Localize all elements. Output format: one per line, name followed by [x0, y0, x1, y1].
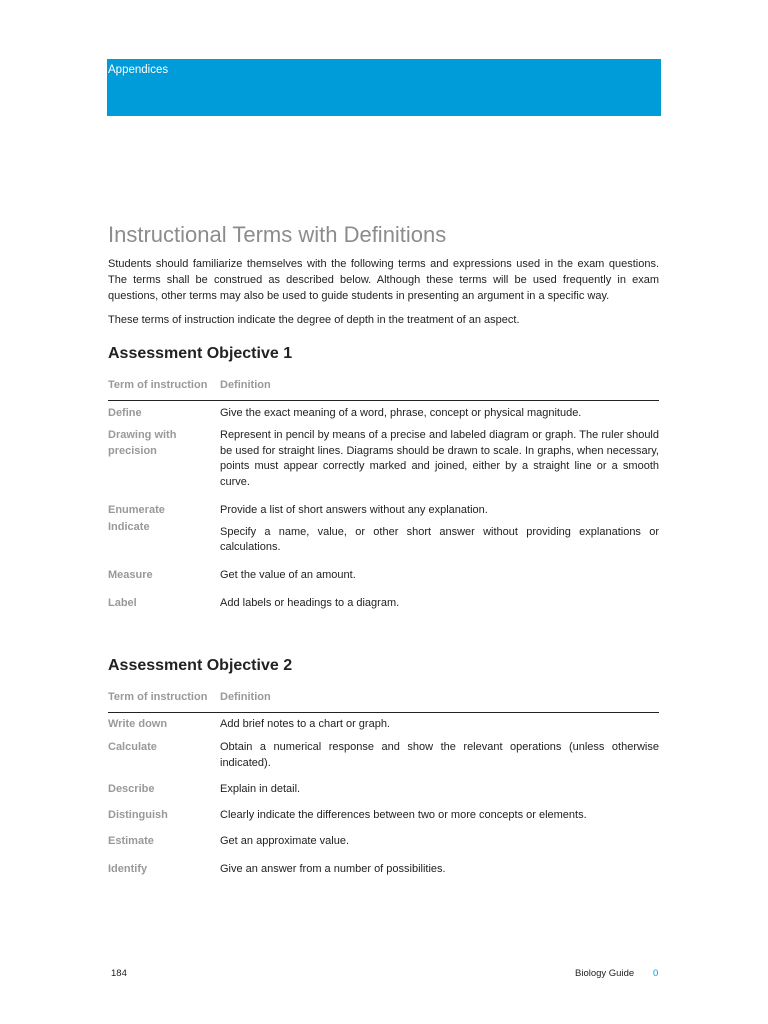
term-cell: Describe: [108, 783, 155, 795]
table-row: [108, 519, 659, 556]
term-cell: Measure: [108, 568, 153, 581]
table-row: [108, 732, 659, 771]
footer-guide-title: Biology Guide: [575, 968, 635, 979]
table-row: [108, 850, 659, 878]
page-title: Instructional Terms with Definitions: [108, 222, 447, 247]
column-header-definition: Definition: [220, 378, 659, 400]
definition-cell: Represent in pencil by means of a precise and labeled diagram or graph. The ruler should be used for straight lines. Diagrams should be drawn to scale. In graphs, when necessary, points must appear correctly marked and joined, either by a straight line or a smooth curve.: [220, 429, 659, 488]
definition-cell: Get the value of an amount.: [220, 568, 356, 581]
term-cell: Write down: [108, 717, 168, 730]
table-row: [108, 771, 659, 798]
term-cell: Define: [108, 406, 142, 419]
column-header-term: Term of instruction: [108, 690, 220, 712]
definition-cell: Obtain a numerical response and show the relevant operations (unless otherwise indicated).: [220, 741, 659, 769]
definition-cell: Clearly indicate the differences between two or more concepts or elements.: [220, 808, 587, 821]
table-row: [108, 583, 659, 612]
intro-paragraph: These terms of instruction indicate the degree of depth in the treatment of an aspect.: [108, 314, 520, 326]
column-header-definition: Definition: [220, 690, 659, 712]
table-header-row: [108, 690, 659, 712]
definition-cell: Get an approximate value.: [220, 835, 350, 847]
table-row: [108, 823, 659, 850]
definition-cell: Add labels or headings to a diagram.: [220, 597, 400, 609]
column-header-term: Term of instruction: [108, 378, 220, 400]
term-cell: Drawing with precision: [108, 429, 177, 457]
section-heading: Assessment Objective 1: [108, 345, 293, 362]
definition-cell: Explain in detail.: [220, 783, 301, 795]
table-header-row: [108, 378, 659, 400]
table-row: [108, 556, 659, 584]
table-row: [108, 490, 659, 519]
footer-page-number: 184: [111, 968, 127, 979]
footer-number: 0: [653, 968, 659, 979]
definition-cell: Give an answer from a number of possibilities.: [220, 862, 446, 875]
definition-cell: Specify a name, value, or other short answer without providing explanations or calculations.: [220, 525, 659, 553]
section-heading: Assessment Objective 2: [108, 657, 293, 674]
definition-cell: Add brief notes to a chart or graph.: [220, 717, 390, 730]
term-cell: Indicate: [108, 520, 150, 533]
term-cell: Estimate: [108, 835, 154, 847]
definition-cell: Provide a list of short answers without any explanation.: [220, 504, 488, 516]
term-cell: Enumerate: [108, 504, 165, 516]
definition-cell: Give the exact meaning of a word, phrase, concept or physical magnitude.: [220, 406, 582, 419]
table-row: [108, 424, 659, 490]
table-row: [108, 798, 659, 824]
header-label: Appendices: [108, 64, 169, 76]
terms-table: [108, 690, 659, 877]
term-cell: Calculate: [108, 741, 157, 753]
intro-paragraph: Students should familiarize themselves with the following terms and expressions used in the exam questions. The terms shall be construed as described below. Although these terms will be used frequently in exam questions, other terms may also be used to guide students in presenting an argument in a specific way.: [108, 258, 659, 302]
table-row: [108, 400, 659, 424]
terms-table: [108, 378, 659, 612]
term-cell: Label: [108, 597, 137, 609]
header-banner: [107, 59, 661, 116]
term-cell: Distinguish: [108, 808, 168, 821]
table-row: [108, 712, 659, 732]
term-cell: Identify: [108, 862, 148, 875]
